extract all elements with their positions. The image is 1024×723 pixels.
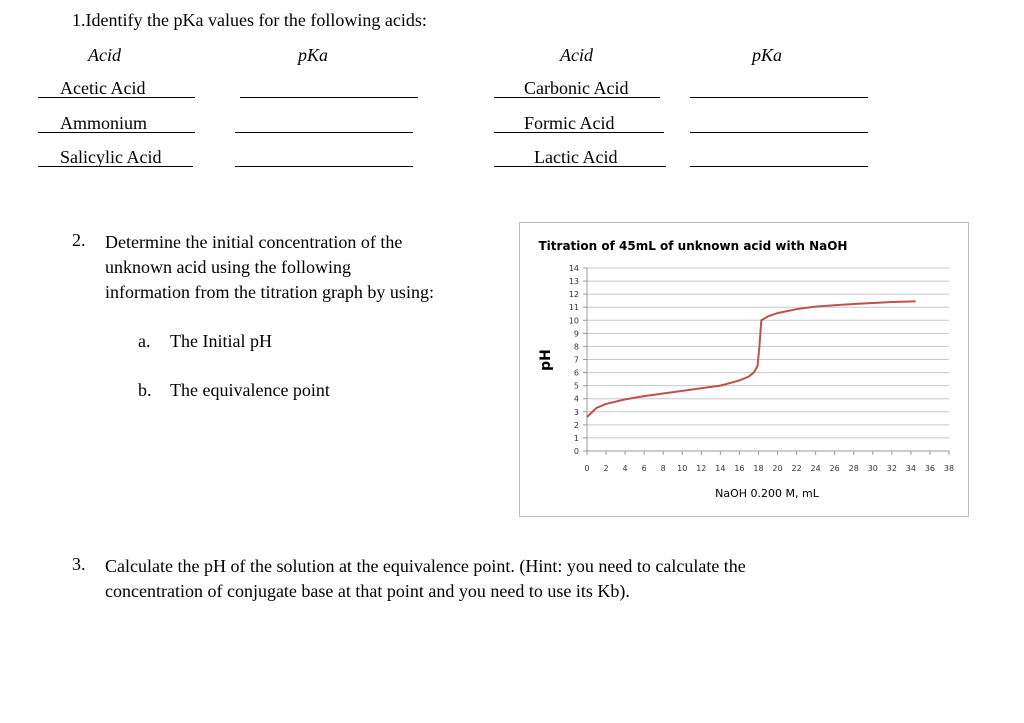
question-2-text: [105, 230, 434, 305]
header-pka-right: pKa: [752, 45, 783, 65]
titration-chart-svg: [520, 223, 968, 516]
pka-answer-blank[interactable]: [235, 166, 413, 167]
pka-answer-blank[interactable]: [235, 132, 413, 133]
x-tick-label: 34: [905, 464, 916, 473]
y-tick-label: 2: [573, 420, 579, 430]
acid-name: Formic Acid: [524, 113, 615, 133]
item-a-text: The Initial pH: [170, 331, 272, 351]
item-b-text: The equivalence point: [170, 380, 330, 400]
y-tick-label: 11: [568, 303, 579, 313]
y-tick-label: 0: [573, 447, 579, 456]
y-tick-label: 7: [573, 355, 579, 365]
x-axis-label: NaOH 0.200 M, mL: [715, 487, 819, 500]
x-tick-label: 4: [622, 464, 628, 473]
question-2-line: Determine the initial concentration of the: [105, 232, 403, 252]
y-tick-label: 9: [573, 329, 579, 339]
header-acid-right: Acid: [560, 45, 593, 65]
question-2-line: unknown acid using the following: [105, 257, 351, 277]
question-2-number: 2.: [72, 230, 86, 250]
x-tick-label: 24: [810, 464, 821, 473]
question-3-number: 3.: [72, 554, 86, 574]
x-tick-label: 22: [791, 464, 802, 473]
y-tick-label: 6: [573, 368, 579, 378]
y-tick-label: 10: [568, 316, 579, 326]
pka-answer-blank[interactable]: [690, 166, 868, 167]
header-pka-left: pKa: [298, 45, 329, 65]
x-tick-label: 0: [584, 464, 590, 473]
chart-title: Titration of 45mL of unknown acid with NaOH: [538, 239, 848, 253]
x-tick-label: 36: [924, 464, 936, 473]
x-tick-label: 20: [772, 464, 783, 473]
x-tick-label: 8: [660, 464, 666, 473]
x-tick-label: 28: [848, 464, 859, 473]
x-tick-label: 32: [886, 464, 897, 473]
x-tick-label: 26: [829, 464, 840, 473]
y-tick-label: 14: [568, 264, 579, 273]
x-tick-label: 10: [677, 464, 688, 473]
question-3-line: Calculate the pH of the solution at the equivalence point. (Hint: you need to calculate the: [105, 556, 746, 576]
acid-name: Lactic Acid: [534, 147, 618, 167]
y-tick-label: 3: [573, 407, 579, 417]
pka-answer-blank[interactable]: [240, 97, 418, 98]
acid-name: Acetic Acid: [60, 78, 146, 98]
x-tick-label: 18: [753, 464, 764, 473]
y-tick-label: 1: [573, 433, 579, 443]
x-tick-label: 38: [943, 464, 955, 473]
y-axis-label: pH: [538, 349, 554, 371]
y-tick-label: 12: [568, 290, 579, 300]
acid-name: Ammonium: [60, 113, 148, 133]
item-a-marker: a.: [138, 331, 151, 351]
acid-name: Salicylic Acid: [60, 147, 162, 167]
x-tick-label: 12: [696, 464, 707, 473]
y-tick-label: 5: [573, 381, 579, 391]
y-tick-label: 4: [573, 394, 579, 404]
x-tick-label: 30: [867, 464, 878, 473]
pka-answer-blank[interactable]: [690, 132, 868, 133]
question-1-prompt: 1.Identify the pKa values for the following acids:: [72, 10, 427, 30]
x-tick-label: 16: [734, 464, 745, 473]
x-tick-label: 6: [641, 464, 647, 473]
item-b-marker: b.: [138, 380, 152, 400]
y-tick-label: 8: [573, 342, 579, 352]
question-3-line: concentration of conjugate base at that point and you need to use its Kb).: [105, 581, 630, 601]
acid-name: Carbonic Acid: [524, 78, 629, 98]
y-tick-label: 13: [568, 277, 579, 287]
pka-answer-blank[interactable]: [690, 97, 868, 98]
header-acid-left: Acid: [88, 45, 121, 65]
titration-chart: [519, 222, 969, 517]
question-3-text: [105, 554, 746, 604]
x-tick-label: 2: [603, 464, 609, 473]
x-tick-label: 14: [715, 464, 726, 473]
question-2-line: information from the titration graph by using:: [105, 282, 434, 302]
